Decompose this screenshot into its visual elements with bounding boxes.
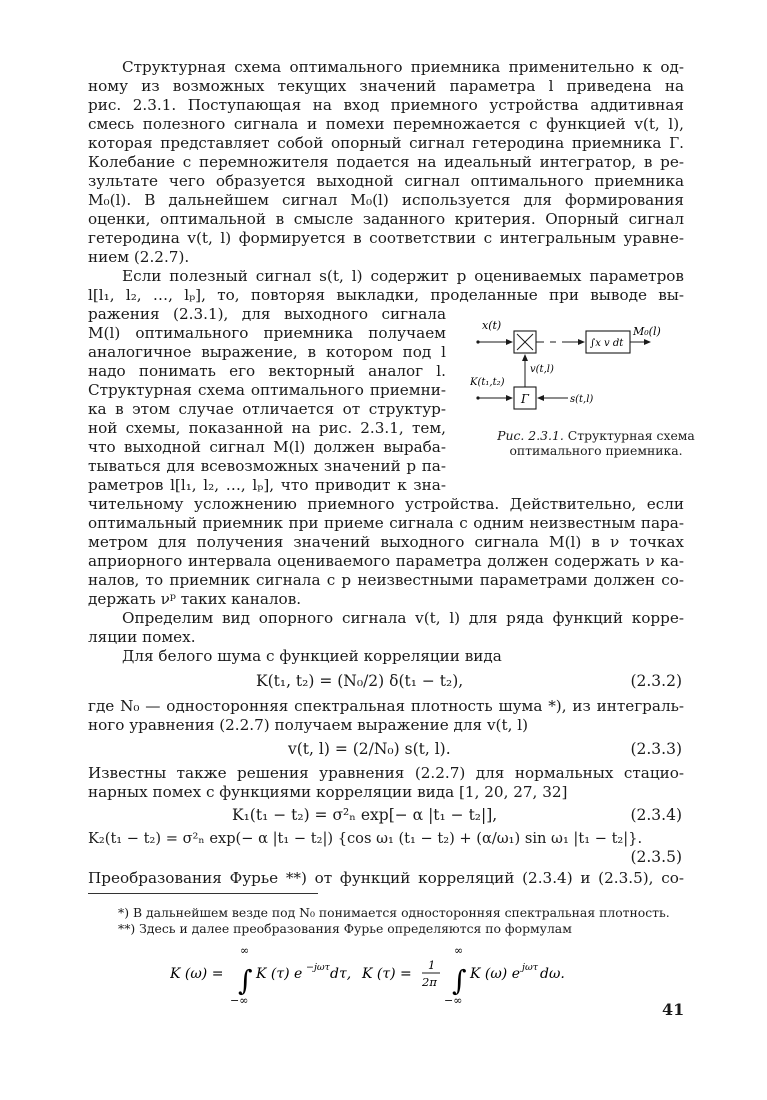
integral-sign: ∫ — [238, 964, 253, 997]
text-line: Колебание с перемножителя подается на идеальный интегратор, в ре- — [88, 153, 684, 171]
text-line: априорного интервала оцениваемого параметра должен содержать ν ка- — [88, 552, 684, 570]
integrator-label: ∫x v dt — [590, 338, 624, 349]
text-line: аналогичное выражение, в котором под l — [88, 343, 446, 361]
integral-upper: ∞ — [454, 944, 464, 957]
text-line: надо понимать его векторный аналог l. — [88, 362, 446, 380]
text-line: Если полезный сигнал s(t, l) содержит p оцениваемых параметров — [122, 267, 684, 285]
text-line: налов, то приемник сигнала с p неизвестными параметрами должен со- — [88, 571, 684, 589]
text-line: Преобразования Фурье **) от функций корреляций (2.3.4) и (2.3.5), со- — [88, 869, 684, 887]
text-line: Структурная схема оптимального приемника применительно к од- — [122, 58, 684, 76]
text-line: тываться для всевозможных значений p па- — [88, 457, 446, 475]
text-line: Известны также решения уравнения (2.2.7) для нормальных стацио- — [88, 764, 684, 782]
generator-label: Г — [521, 392, 529, 406]
differential: dτ, — [330, 966, 352, 982]
text-line: ка в этом случае отличается от структур- — [88, 400, 446, 418]
exponent: −jωτ — [306, 962, 330, 973]
caption-prefix: Рис. 2.3.1. — [497, 428, 564, 443]
page-number: 41 — [662, 1000, 685, 1019]
text-line: смесь полезного сигнала и помехи перемножается с функцией v(t, l), — [88, 115, 684, 133]
text-line: нарных помех с функциями корреляции вида [1, 20, 27, 32] — [88, 783, 568, 801]
integral-sign: ∫ — [452, 964, 467, 997]
text-line: Структурная схема оптимального приемни- — [88, 381, 446, 399]
input-label: x(t) — [482, 319, 502, 332]
text-line: оптимальный приемник при приеме сигнала с одним неизвестным пара- — [88, 514, 684, 532]
integrand: K (ω) e — [470, 966, 520, 982]
figure-caption — [496, 428, 696, 458]
text-line: оценки, оптимальной в смысле заданного критерия. Опорный сигнал — [88, 210, 684, 228]
footnote: *) В дальнейшем везде под N₀ понимается односторонняя спектральная плотность. — [118, 905, 670, 920]
fraction-numerator: 1 — [428, 958, 436, 972]
text-line: M₀(l). В дальнейшем сигнал M₀(l) используется для формирования — [88, 191, 684, 209]
text-line: рис. 2.3.1. Поступающая на вход приемного устройства аддитивная — [88, 96, 684, 114]
integral-lower: −∞ — [444, 994, 463, 1007]
footnote-rule — [88, 893, 318, 894]
equation-number: (2.3.5) — [630, 848, 682, 866]
block-diagram — [470, 316, 700, 420]
reference-label: v(t,l) — [530, 364, 554, 375]
equation-number: (2.3.2) — [630, 672, 682, 690]
text-line: ражения (2.3.1), для выходного сигнала — [88, 305, 446, 323]
equation-2-3-2: K(t₁, t₂) = (N₀/2) δ(t₁ − t₂), — [256, 672, 464, 690]
integral-upper: ∞ — [240, 944, 250, 957]
equation-2-3-5: K₂(t₁ − t₂) = σ²ₙ exp(− α |t₁ − t₂|) {cos ω₁ (t₁ − t₂) + (α/ω₁) sin ω₁ |t₁ − t₂|}. — [88, 830, 643, 847]
text-line: которая представляет собой опорный сигнал гетеродина приемника Г. — [88, 134, 684, 152]
text-line: где N₀ — односторонняя спектральная плотность шума *), из интеграль- — [88, 697, 684, 715]
text-line: M(l) оптимального приемника получаем — [88, 324, 446, 342]
integrand: K (τ) e — [256, 966, 303, 982]
text-line: ному из возможных текущих значений параметра l приведена на — [88, 77, 684, 95]
fourier-formula — [170, 940, 600, 1008]
text-line: раметров l[l₁, l₂, …, lₚ], что приводит к зна- — [88, 476, 446, 494]
text-line: Для белого шума с функцией корреляции вида — [122, 647, 502, 665]
parameter-label: K(t₁,t₂) — [470, 377, 505, 388]
formula-right: K (τ) = — [362, 966, 412, 982]
caption-text: Структурная схема оптимального приемника. — [509, 428, 695, 458]
equation-2-3-4: K₁(t₁ − t₂) = σ²ₙ exp[− α |t₁ − t₂|], — [232, 806, 498, 824]
integral-lower: −∞ — [230, 994, 249, 1007]
text-line: гетеродина v(t, l) формируется в соответствии с интегральным уравне- — [88, 229, 684, 247]
equation-number: (2.3.4) — [630, 806, 682, 824]
output-label: M₀(l) — [633, 325, 661, 338]
exponent: jωτ — [522, 962, 538, 973]
text-line: ляции помех. — [88, 628, 196, 646]
text-line: нием (2.2.7). — [88, 248, 190, 266]
fraction-denominator: 2π — [422, 975, 437, 989]
text-line: метром для получения значений выходного сигнала M(l) в ν точках — [88, 533, 684, 551]
differential: dω. — [540, 966, 565, 982]
text-line: ного уравнения (2.2.7) получаем выражение для v(t, l) — [88, 716, 529, 734]
equation-number: (2.3.3) — [630, 740, 682, 758]
text-line: что выходной сигнал M(l) должен выраба- — [88, 438, 446, 456]
text-line: ной схемы, показанной на рис. 2.3.1, тем, — [88, 419, 446, 437]
formula-left: K (ω) = — [170, 966, 224, 982]
text-line: l[l₁, l₂, …, lₚ], то, повторяя выкладки, проделанные при выводе вы- — [88, 286, 684, 304]
text-line: зультате чего образуется выходной сигнал оптимального приемника — [88, 172, 684, 190]
text-line: Определим вид опорного сигнала v(t, l) для ряда функций корре- — [122, 609, 684, 627]
footnote: **) Здесь и далее преобразования Фурье определяются по формулам — [118, 921, 572, 936]
text-line: держать νᵖ таких каналов. — [88, 590, 302, 608]
signal-label: s(t,l) — [570, 394, 594, 405]
equation-2-3-3: v(t, l) = (2/N₀) s(t, l). — [288, 740, 451, 758]
text-line: чительному усложнению приемного устройства. Действительно, если — [88, 495, 684, 513]
